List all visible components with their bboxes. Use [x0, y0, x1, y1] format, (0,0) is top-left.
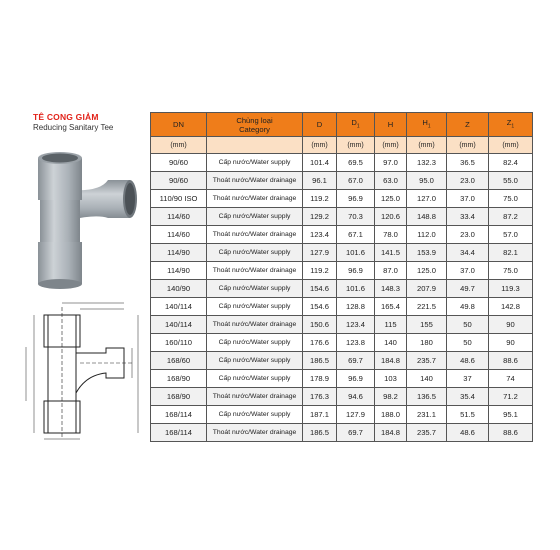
- cell-h1: 221.5: [407, 298, 447, 316]
- cell-h1: 112.0: [407, 226, 447, 244]
- cell-z1: 142.8: [489, 298, 533, 316]
- cell-d: 119.2: [303, 190, 337, 208]
- cell-category: Cấp nước/Water supply: [207, 334, 303, 352]
- cell-d: 176.3: [303, 388, 337, 406]
- cell-dn: 110/90 ISO: [151, 190, 207, 208]
- cell-d: 96.1: [303, 172, 337, 190]
- cell-category: Thoát nước/Water drainage: [207, 424, 303, 442]
- cell-h: 103: [375, 370, 407, 388]
- cell-z1: 88.6: [489, 352, 533, 370]
- unit-h: (mm): [375, 137, 407, 154]
- unit-z1: (mm): [489, 137, 533, 154]
- cell-d1: 101.6: [337, 280, 375, 298]
- unit-d1: (mm): [337, 137, 375, 154]
- cell-d1: 69.7: [337, 352, 375, 370]
- cell-dn: 140/90: [151, 280, 207, 298]
- cell-z: 50: [447, 316, 489, 334]
- header-h1: [407, 113, 447, 137]
- table-row: [151, 370, 533, 388]
- cell-d1: 96.9: [337, 370, 375, 388]
- cell-d: 150.6: [303, 316, 337, 334]
- cell-h: 188.0: [375, 406, 407, 424]
- cell-h1: 132.3: [407, 154, 447, 172]
- cell-h1: 231.1: [407, 406, 447, 424]
- table-row: [151, 352, 533, 370]
- cell-d: 101.4: [303, 154, 337, 172]
- table-row: [151, 244, 533, 262]
- cell-z1: 82.4: [489, 154, 533, 172]
- cell-h1: 153.9: [407, 244, 447, 262]
- cell-d1: 101.6: [337, 244, 375, 262]
- product-title-en: Reducing Sanitary Tee: [33, 123, 114, 132]
- cell-d: 178.9: [303, 370, 337, 388]
- header-d1: [337, 113, 375, 137]
- cell-z1: 71.2: [489, 388, 533, 406]
- cell-d: 186.5: [303, 352, 337, 370]
- header-d1-sub: 1: [356, 123, 360, 130]
- cell-z: 51.5: [447, 406, 489, 424]
- cell-h1: 235.7: [407, 352, 447, 370]
- cell-dn: 168/114: [151, 424, 207, 442]
- cell-dn: 90/60: [151, 154, 207, 172]
- product-title-vi: TÊ CONG GIẢM: [33, 112, 99, 122]
- cell-dn: 90/60: [151, 172, 207, 190]
- specification-table: [150, 112, 533, 442]
- cell-category: Cấp nước/Water supply: [207, 298, 303, 316]
- cell-dn: 114/60: [151, 226, 207, 244]
- cell-z1: 87.2: [489, 208, 533, 226]
- cell-z1: 90: [489, 334, 533, 352]
- cell-z: 49.8: [447, 298, 489, 316]
- cell-d1: 123.8: [337, 334, 375, 352]
- table-row: [151, 406, 533, 424]
- cell-dn: 168/60: [151, 352, 207, 370]
- table-row: [151, 280, 533, 298]
- cell-dn: 114/90: [151, 244, 207, 262]
- cell-z1: 74: [489, 370, 533, 388]
- cell-d: 127.9: [303, 244, 337, 262]
- table-row: [151, 316, 533, 334]
- cell-h: 148.3: [375, 280, 407, 298]
- cell-z: 23.0: [447, 172, 489, 190]
- cell-z1: 57.0: [489, 226, 533, 244]
- cell-dn: 114/60: [151, 208, 207, 226]
- cell-h: 184.8: [375, 352, 407, 370]
- cell-z1: 88.6: [489, 424, 533, 442]
- cell-d1: 94.6: [337, 388, 375, 406]
- cell-category: Cấp nước/Water supply: [207, 352, 303, 370]
- cell-z: 23.0: [447, 226, 489, 244]
- table-row: [151, 172, 533, 190]
- cell-d: 186.5: [303, 424, 337, 442]
- cell-category: Cấp nước/Water supply: [207, 208, 303, 226]
- table-units-row: [151, 137, 533, 154]
- header-z1: [489, 113, 533, 137]
- cell-d1: 70.3: [337, 208, 375, 226]
- cell-h: 78.0: [375, 226, 407, 244]
- header-d: D: [303, 113, 337, 137]
- table-row: [151, 424, 533, 442]
- cell-z1: 95.1: [489, 406, 533, 424]
- cell-z: 33.4: [447, 208, 489, 226]
- cell-d1: 123.4: [337, 316, 375, 334]
- table-row: [151, 154, 533, 172]
- cell-category: Thoát nước/Water drainage: [207, 190, 303, 208]
- cell-category: Cấp nước/Water supply: [207, 244, 303, 262]
- table-row: [151, 208, 533, 226]
- table-header-row: [151, 113, 533, 137]
- cell-d1: 96.9: [337, 190, 375, 208]
- cell-z: 48.6: [447, 352, 489, 370]
- unit-d: (mm): [303, 137, 337, 154]
- cell-dn: 114/90: [151, 262, 207, 280]
- header-z1-text: Z: [506, 117, 512, 127]
- header-category-vi: Chủng loại: [236, 115, 273, 125]
- cell-h1: 95.0: [407, 172, 447, 190]
- cell-h: 165.4: [375, 298, 407, 316]
- header-dn: DN: [151, 113, 207, 137]
- table-row: [151, 262, 533, 280]
- cell-d: 129.2: [303, 208, 337, 226]
- cell-h: 184.8: [375, 424, 407, 442]
- table-row: [151, 334, 533, 352]
- cell-h: 140: [375, 334, 407, 352]
- cell-category: Cấp nước/Water supply: [207, 280, 303, 298]
- cell-h1: 155: [407, 316, 447, 334]
- cell-z: 37: [447, 370, 489, 388]
- cell-h: 125.0: [375, 190, 407, 208]
- header-z1-sub: 1: [511, 123, 515, 130]
- cell-d: 187.1: [303, 406, 337, 424]
- unit-z: (mm): [447, 137, 489, 154]
- unit-h1: (mm): [407, 137, 447, 154]
- cell-dn: 140/114: [151, 298, 207, 316]
- cell-z: 37.0: [447, 190, 489, 208]
- cell-d: 123.4: [303, 226, 337, 244]
- cell-category: Cấp nước/Water supply: [207, 406, 303, 424]
- header-category-en: Category: [239, 124, 270, 134]
- cell-dn: 140/114: [151, 316, 207, 334]
- technical-drawing: [20, 293, 145, 443]
- cell-h: 98.2: [375, 388, 407, 406]
- cell-z: 35.4: [447, 388, 489, 406]
- cell-h1: 180: [407, 334, 447, 352]
- cell-d1: 67.0: [337, 172, 375, 190]
- cell-d: 176.6: [303, 334, 337, 352]
- cell-dn: 160/110: [151, 334, 207, 352]
- cell-h: 87.0: [375, 262, 407, 280]
- cell-d: 154.6: [303, 298, 337, 316]
- cell-h: 115: [375, 316, 407, 334]
- cell-dn: 168/90: [151, 388, 207, 406]
- cell-category: Thoát nước/Water drainage: [207, 262, 303, 280]
- cell-z: 34.4: [447, 244, 489, 262]
- cell-h: 63.0: [375, 172, 407, 190]
- cell-category: Thoát nước/Water drainage: [207, 226, 303, 244]
- cell-d1: 96.9: [337, 262, 375, 280]
- cell-z1: 55.0: [489, 172, 533, 190]
- cell-d: 119.2: [303, 262, 337, 280]
- cell-d1: 67.1: [337, 226, 375, 244]
- cell-d: 154.6: [303, 280, 337, 298]
- header-z: Z: [447, 113, 489, 137]
- header-h: H: [375, 113, 407, 137]
- cell-z1: 119.3: [489, 280, 533, 298]
- cell-dn: 168/114: [151, 406, 207, 424]
- cell-h1: 127.0: [407, 190, 447, 208]
- cell-dn: 168/90: [151, 370, 207, 388]
- table-row: [151, 298, 533, 316]
- cell-z: 49.7: [447, 280, 489, 298]
- cell-d1: 69.5: [337, 154, 375, 172]
- cell-h1: 235.7: [407, 424, 447, 442]
- cell-z1: 82.1: [489, 244, 533, 262]
- unit-category: [207, 137, 303, 154]
- cell-z: 36.5: [447, 154, 489, 172]
- cell-z1: 75.0: [489, 190, 533, 208]
- header-h1-text: H: [422, 117, 428, 127]
- cell-z1: 90: [489, 316, 533, 334]
- header-category: [207, 113, 303, 137]
- cell-h1: 148.8: [407, 208, 447, 226]
- cell-h1: 140: [407, 370, 447, 388]
- cell-z1: 75.0: [489, 262, 533, 280]
- cell-h1: 207.9: [407, 280, 447, 298]
- cell-d1: 128.8: [337, 298, 375, 316]
- cell-d1: 69.7: [337, 424, 375, 442]
- cell-z: 37.0: [447, 262, 489, 280]
- cell-category: Thoát nước/Water drainage: [207, 172, 303, 190]
- cell-h: 120.6: [375, 208, 407, 226]
- table-row: [151, 190, 533, 208]
- cell-category: Cấp nước/Water supply: [207, 154, 303, 172]
- cell-category: Cấp nước/Water supply: [207, 370, 303, 388]
- header-d1-text: D: [351, 117, 357, 127]
- cell-category: Thoát nước/Water drainage: [207, 316, 303, 334]
- cell-h: 141.5: [375, 244, 407, 262]
- product-photo: [30, 150, 140, 290]
- table-row: [151, 388, 533, 406]
- cell-d1: 127.9: [337, 406, 375, 424]
- cell-z: 48.6: [447, 424, 489, 442]
- unit-dn: (mm): [151, 137, 207, 154]
- cell-h1: 125.0: [407, 262, 447, 280]
- cell-h: 97.0: [375, 154, 407, 172]
- table-row: [151, 226, 533, 244]
- cell-category: Thoát nước/Water drainage: [207, 388, 303, 406]
- header-h1-sub: 1: [427, 123, 431, 130]
- cell-z: 50: [447, 334, 489, 352]
- cell-h1: 136.5: [407, 388, 447, 406]
